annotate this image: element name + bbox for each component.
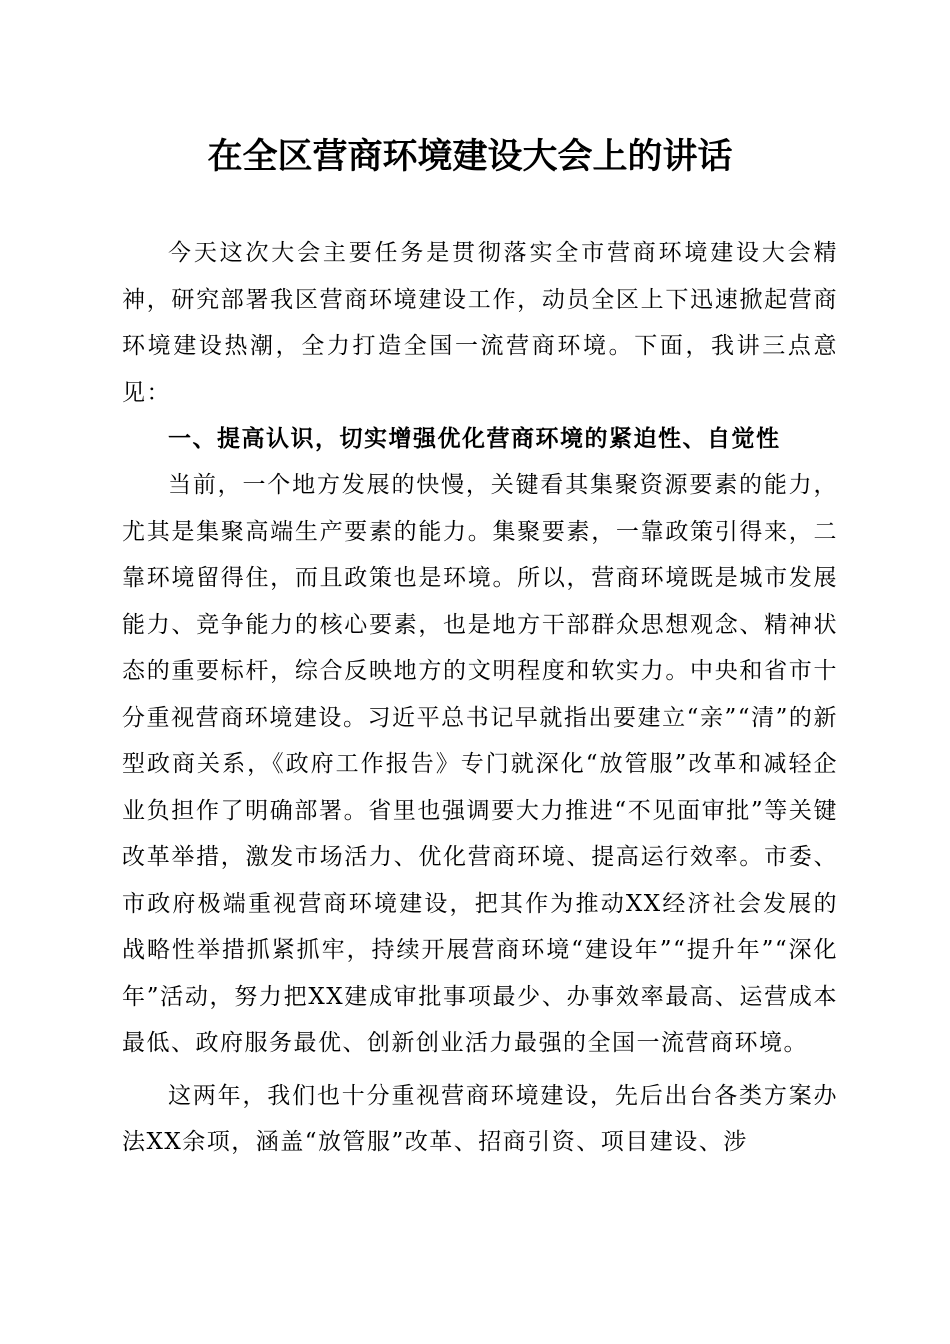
body-paragraph-1: 当前，一个地方发展的快慢，关键看其集聚资源要素的能力，尤其是集聚高端生产要素的能力。集聚要素，一靠政策引得来，二靠环境留得住，而且政策也是环境。所以，营商环境既是城市发展能力、竞争能力的核心要素，也是地方干部群众思想观念、精神状态的重要标杆，综合反映地方的文明程度和软实力。中央和省市十分重视营商环境建设。习近平总书记早就指出要建立“亲”“清”的新型政商关系，《政府工作报告》专门就深化“放管服”改革和减轻企业负担作了明确部署。省里也强调要大力推进“不见面审批”等关键改革举措，激发市场活力、优化营商环境、提高运行效率。市委、市政府极端重视营商环境建设，把其作为推动XX经济社会发展的战略性举措抓紧抓牢，持续开展营商环境“建设年”“提升年”“深化年”活动，努力把XX建成审批事项最少、办事效率最高、运营成本最低、政府服务最优、创新创业活力最强的全国一流营商环境。: [122, 472, 838, 1056]
body-paragraph-2: 这两年，我们也十分重视营商环境建设，先后出台各类方案办法XX余项，涵盖“放管服”改革、招商引资、项目建设、涉: [122, 1082, 838, 1155]
section-heading-1: 一、提高认识，切实增强优化营商环境的紧迫性、自觉性: [168, 426, 781, 452]
intro-paragraph: 今天这次大会主要任务是贯彻落实全市营商环境建设大会精神，研究部署我区营商环境建设工作，动员全区上下迅速掀起营商环境建设热潮，全力打造全国一流营商环境。下面，我讲三点意见：: [122, 240, 838, 406]
document-body: [122, 230, 838, 1166]
document-title: 在全区营商环境建设大会上的讲话: [207, 136, 733, 177]
